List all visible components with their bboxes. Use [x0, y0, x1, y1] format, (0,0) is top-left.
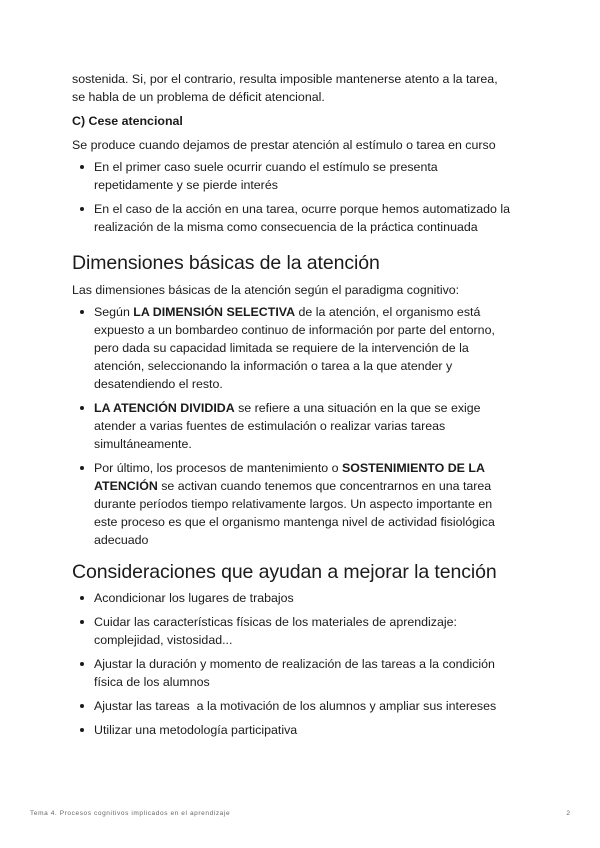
- list-item-line: adecuado: [94, 533, 149, 547]
- text-fragment: se refiere a una situación en la que se exige: [234, 401, 481, 415]
- list-item-line: simultáneamente.: [94, 437, 192, 451]
- text-fragment: se activan cuando tenemos que concentrarnos en una tarea: [157, 479, 492, 493]
- intro-line: sostenida. Si, por el contrario, resulta imposible mantenerse atento a la tarea,: [72, 72, 498, 86]
- list-item-line: Utilizar una metodología participativa: [94, 723, 298, 737]
- bullet-icon: [80, 728, 84, 732]
- bold-term: LA ATENCIÓN DIVIDIDA: [94, 401, 235, 415]
- bullet-icon: [80, 662, 84, 666]
- list-item: [72, 200, 532, 236]
- text-fragment: Según: [94, 305, 134, 319]
- dimensiones-list: [72, 303, 532, 549]
- list-item-line: pero dada su capacidad limitada se requiere de la intervención de la: [94, 341, 469, 355]
- dimensiones-lead: Las dimensiones básicas de la atención según el paradigma cognitivo:: [72, 283, 460, 297]
- bold-term: LA DIMENSIÓN SELECTIVA: [133, 305, 296, 319]
- section-c-heading: C) Cese atencional: [72, 114, 183, 128]
- list-item-line: Cuidar las características físicas de los materiales de aprendizaje:: [94, 615, 457, 629]
- bullet-icon: [80, 406, 84, 410]
- list-item-line: complejidad, vistosidad...: [94, 633, 233, 647]
- bold-term: ATENCIÓN: [94, 479, 158, 493]
- list-item-line: repetidamente y se pierde interés: [94, 178, 278, 192]
- intro-line: se habla de un problema de déficit atencional.: [72, 90, 325, 104]
- list-item: [72, 697, 532, 715]
- list-item-dividida: [72, 399, 532, 453]
- list-item: [72, 721, 532, 739]
- consideraciones-list: [72, 589, 532, 739]
- bullet-icon: [80, 207, 84, 211]
- page-footer: [30, 810, 570, 817]
- text-fragment: de la atención, el organismo está: [295, 305, 481, 319]
- bullet-icon: [80, 596, 84, 600]
- list-item: [72, 158, 532, 194]
- bold-term: SOSTENIMIENTO DE LA: [341, 461, 485, 475]
- list-item-line: En el primer caso suele ocurrir cuando el estímulo se presenta: [94, 160, 438, 174]
- section-c-list: [72, 158, 532, 236]
- bullet-icon: [80, 310, 84, 314]
- list-item-line: En el caso de la acción en una tarea, ocurre porque hemos automatizado la: [94, 202, 511, 216]
- list-item: [72, 589, 532, 607]
- list-item-line: desatendiendo el resto.: [94, 377, 223, 391]
- list-item-selectiva: [72, 303, 532, 393]
- section-heading-consideraciones: Consideraciones que ayudan a mejorar la tención: [72, 561, 497, 583]
- list-item-line: Ajustar las tareas a la motivación de los alumnos y ampliar sus intereses: [94, 699, 497, 713]
- list-item-line: durante períodos tiempo relativamente largos. Un aspecto importante en: [94, 497, 493, 511]
- list-item-line: Acondicionar los lugares de trabajos: [94, 591, 294, 605]
- list-item-line: expuesto a un bombardeo continuo de información por parte del entorno,: [94, 323, 495, 337]
- list-item-line: atender a varias fuentes de estimulación o realizar varias tareas: [94, 419, 446, 433]
- page-number: 2: [566, 810, 570, 817]
- list-item-line: física de los alumnos: [94, 675, 210, 689]
- list-item: [72, 655, 532, 691]
- document-page: [72, 70, 532, 745]
- intro-paragraph: [72, 70, 532, 106]
- footer-title: Tema 4. Procesos cognitivos implicados en el aprendizaje: [30, 810, 231, 817]
- list-item: [72, 613, 532, 649]
- list-item-line: Ajustar la duración y momento de realización de las tareas a la condición: [94, 657, 495, 671]
- bullet-icon: [80, 704, 84, 708]
- bullet-icon: [80, 620, 84, 624]
- bullet-icon: [80, 466, 84, 470]
- text-fragment: Por último, los procesos de mantenimiento o: [94, 461, 342, 475]
- list-item-line: atención, seleccionando la información o tarea a la que atender y: [94, 359, 453, 373]
- list-item-line: este proceso es que el organismo mantenga nivel de actividad fisiológica: [94, 515, 495, 529]
- bullet-icon: [80, 165, 84, 169]
- list-item-line: realización de la misma como consecuencia de la práctica continuada: [94, 220, 478, 234]
- section-c-lead: Se produce cuando dejamos de prestar atención al estímulo o tarea en curso: [72, 138, 496, 152]
- list-item-sostenimiento: [72, 459, 532, 549]
- section-heading-dimensiones: Dimensiones básicas de la atención: [72, 252, 380, 274]
